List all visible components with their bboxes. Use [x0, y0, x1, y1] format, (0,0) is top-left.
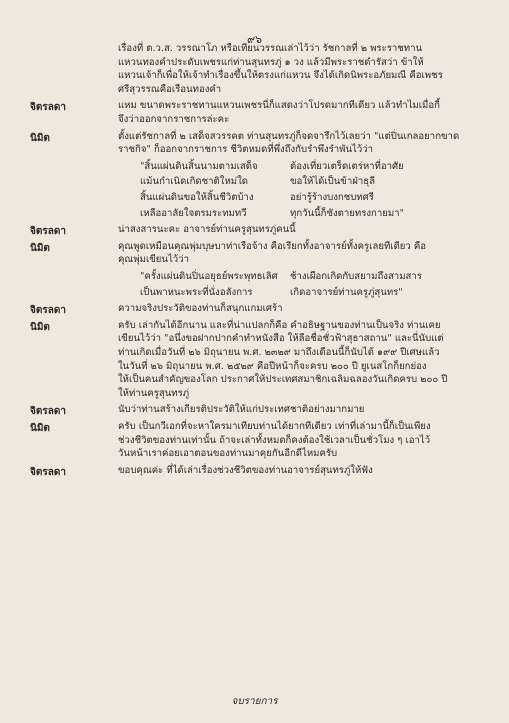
paragraph-line: วันหน้าเราค่อยเอาตอนของท่านมาคุยกันอีกดีไหมครับ [118, 448, 338, 460]
verse-first-half: เป็นพาหนะพระที่นั่งอลังการ [140, 286, 253, 298]
verse-second-half: ทุกวันนี้ก็ซังตายทรงกายมา" [290, 207, 404, 219]
verse-first-half: เหลืออาลัยใจตรมระทมทวี [140, 207, 247, 219]
paragraph-line: แหวนเจ้าก็เพื่อให้เจ้าทำเรื่องขึ้นให้ตรงแก่แหวน จึงได้เกิดนิพระอภัยมณี คือเพชร [118, 70, 443, 82]
page-number: ๙๖ [246, 33, 263, 46]
paragraph-line: เรื่องที่ ต.ว.ส. วรรณาโภ หรือเทียนวรรณเล่าไว้ว่า รัชกาลที่ ๒ พระราชทาน [118, 43, 423, 54]
speaker-label: จิตรลดา [30, 466, 66, 478]
verse-second-half: ช้างเผือกเกิดกับสยามถึงสามสาร [290, 271, 422, 282]
speaker-label: จิตรลดา [30, 406, 66, 418]
paragraph-line: ครับ เป็นกวีเอกที่จะหาใครมาเทียบท่านได้ยากทีเดียว เท่าที่เล่ามานี้ก็เป็นเพียง [118, 421, 431, 432]
verse-second-half: ขอให้ได้เป็นข้าฝ่าธุลี [290, 176, 375, 188]
verse-first-half: แม้นกำเนิดเกิดชาติใหม่ใด [140, 176, 249, 188]
paragraph-line: ขอบคุณค่ะ ที่ได้เล่าเรื่องช่วงชีวิตของท่านอาจารย์สุนทรภู่ให้ฟัง [118, 464, 373, 476]
speaker-label: นิมิต [30, 423, 50, 434]
paragraph-line: ตั้งแต่รัชกาลที่ ๒ เสด็จสวรรคต ท่านสุนทรภู่ก็จดจารึกไว้เลยว่า "แต่ปิ่นเกลอยากขาด [118, 130, 460, 142]
paragraph-line: คุณพุ่มเขียนไว้ว่า [118, 254, 189, 266]
paragraph-line: ความจริงประวัติของท่านก็สนุกแกมเศร้า [118, 303, 283, 315]
paragraph-line: นับว่าท่านสร้างเกียรติประวัติให้แก่ประเทศชาติอย่างมากมาย [118, 404, 365, 416]
paragraph-line: คุณพูดเหมือนคุณพุ่มบุษบาท่าเรือจ้าง คือเรียกทั้งอาจารย์ทั้งครูเลยทีเดียว คือ [118, 240, 427, 252]
verse-first-half: "สิ้นแผ่นดินสิ้นนามตามเสด็จ [140, 160, 258, 172]
speaker-label: นิมิต [30, 242, 50, 254]
paragraph-line: เขียนไว้ว่า "อนึ่งขอฝากปากคำทำหนังสือ ให้ลือชื่อชั่วฟ้าสุธาสถาน" และนี่นับแต่ [118, 333, 444, 345]
paragraph-line: ราชกิจ" ก็ออกจากราชการ ชีวิตหมดที่พึ่งถึงกับรำพึงรำพันไว้ว่า [118, 144, 374, 156]
verse-second-half: อย่ารู้ร้างบงกชบทศรี [290, 192, 374, 203]
paragraph-line: น่าสงสารนะคะ อาจารย์ท่านครูสุนทรภู่คนนี้ [118, 224, 296, 236]
speaker-label: นิมิต [30, 321, 50, 333]
verse-second-half: เกิดอาจารย์ท่านครูภู่สุนทร" [290, 286, 403, 298]
paragraph-line: ครับ เล่ากันได้อีกนาน และที่น่าแปลกก็คือ คำอธิษฐานของท่านเป็นจริง ท่านเคย [118, 319, 441, 331]
paragraph-line: ศรีสุวรรณคือเรือนทองคำ [118, 83, 222, 95]
paragraph-line: จึงว่าออกจากราชการล่ะคะ [118, 114, 230, 125]
verse-first-half: "ครั้งแผ่นดินปิ่นอยุธย์พระพุทธเลิศ [140, 271, 278, 282]
paragraph-line: ในวันที่ ๒๖ มิถุนายน พ.ศ. ๒๕๒๙ คือปีหน้าก็จะครบ ๒๐๐ ปี ยูเนสโกก็ยกย่อง [118, 360, 427, 372]
speaker-label: จิตรลดา [30, 226, 66, 238]
paragraph-line: ให้เป็นคนสำคัญของโลก ประกาศให้ประเทศสมาชิกเฉลิมฉลองวันเกิดครบ ๒๐๐ ปี [118, 374, 448, 386]
paragraph-line: แหวนทองคำประดับเพชรแก่ท่านสุนทรภู่ ๑ วง แล้วมีพระราชดำรัสว่า ข้าให้ [118, 56, 424, 68]
speaker-label: จิตรลดา [30, 305, 66, 317]
verse-first-half: สิ้นแผ่นดินขอให้สิ้นชีวิตบ้าง [140, 192, 254, 203]
paragraph-line: ให้ท่านครูสุนทรภู่ [118, 387, 190, 399]
speaker-label: จิตรลดา [30, 102, 66, 114]
speaker-label: นิมิต [30, 132, 50, 144]
paragraph-line: ช่วงชีวิตของท่านเท่านั้น ถ้าจะเล่าทั้งหมดก็คงต้องใช้เวลาเป็นชั่วโมง ๆ เอาไว้ [118, 434, 431, 446]
paragraph-line: ท่านเกิดเมื่อวันที่ ๒๖ มิถุนายน พ.ศ. ๒๓๒๙ มาถึงเดือนนี้ก็นับได้ ๑๙๙ ปีเศษแล้ว [118, 347, 440, 358]
verse-second-half: ต้องเที่ยวเตร็ดเตร่หาที่อาศัย [290, 160, 404, 172]
paragraph-line: แหม ขนาดพระราชทานแหวนเพชรนี่ก็แสดงว่าโปรดมากทีเดียว แล้วทำไมเมื่อกี้ [118, 100, 440, 112]
closing-line: จบรายการ [231, 696, 278, 707]
